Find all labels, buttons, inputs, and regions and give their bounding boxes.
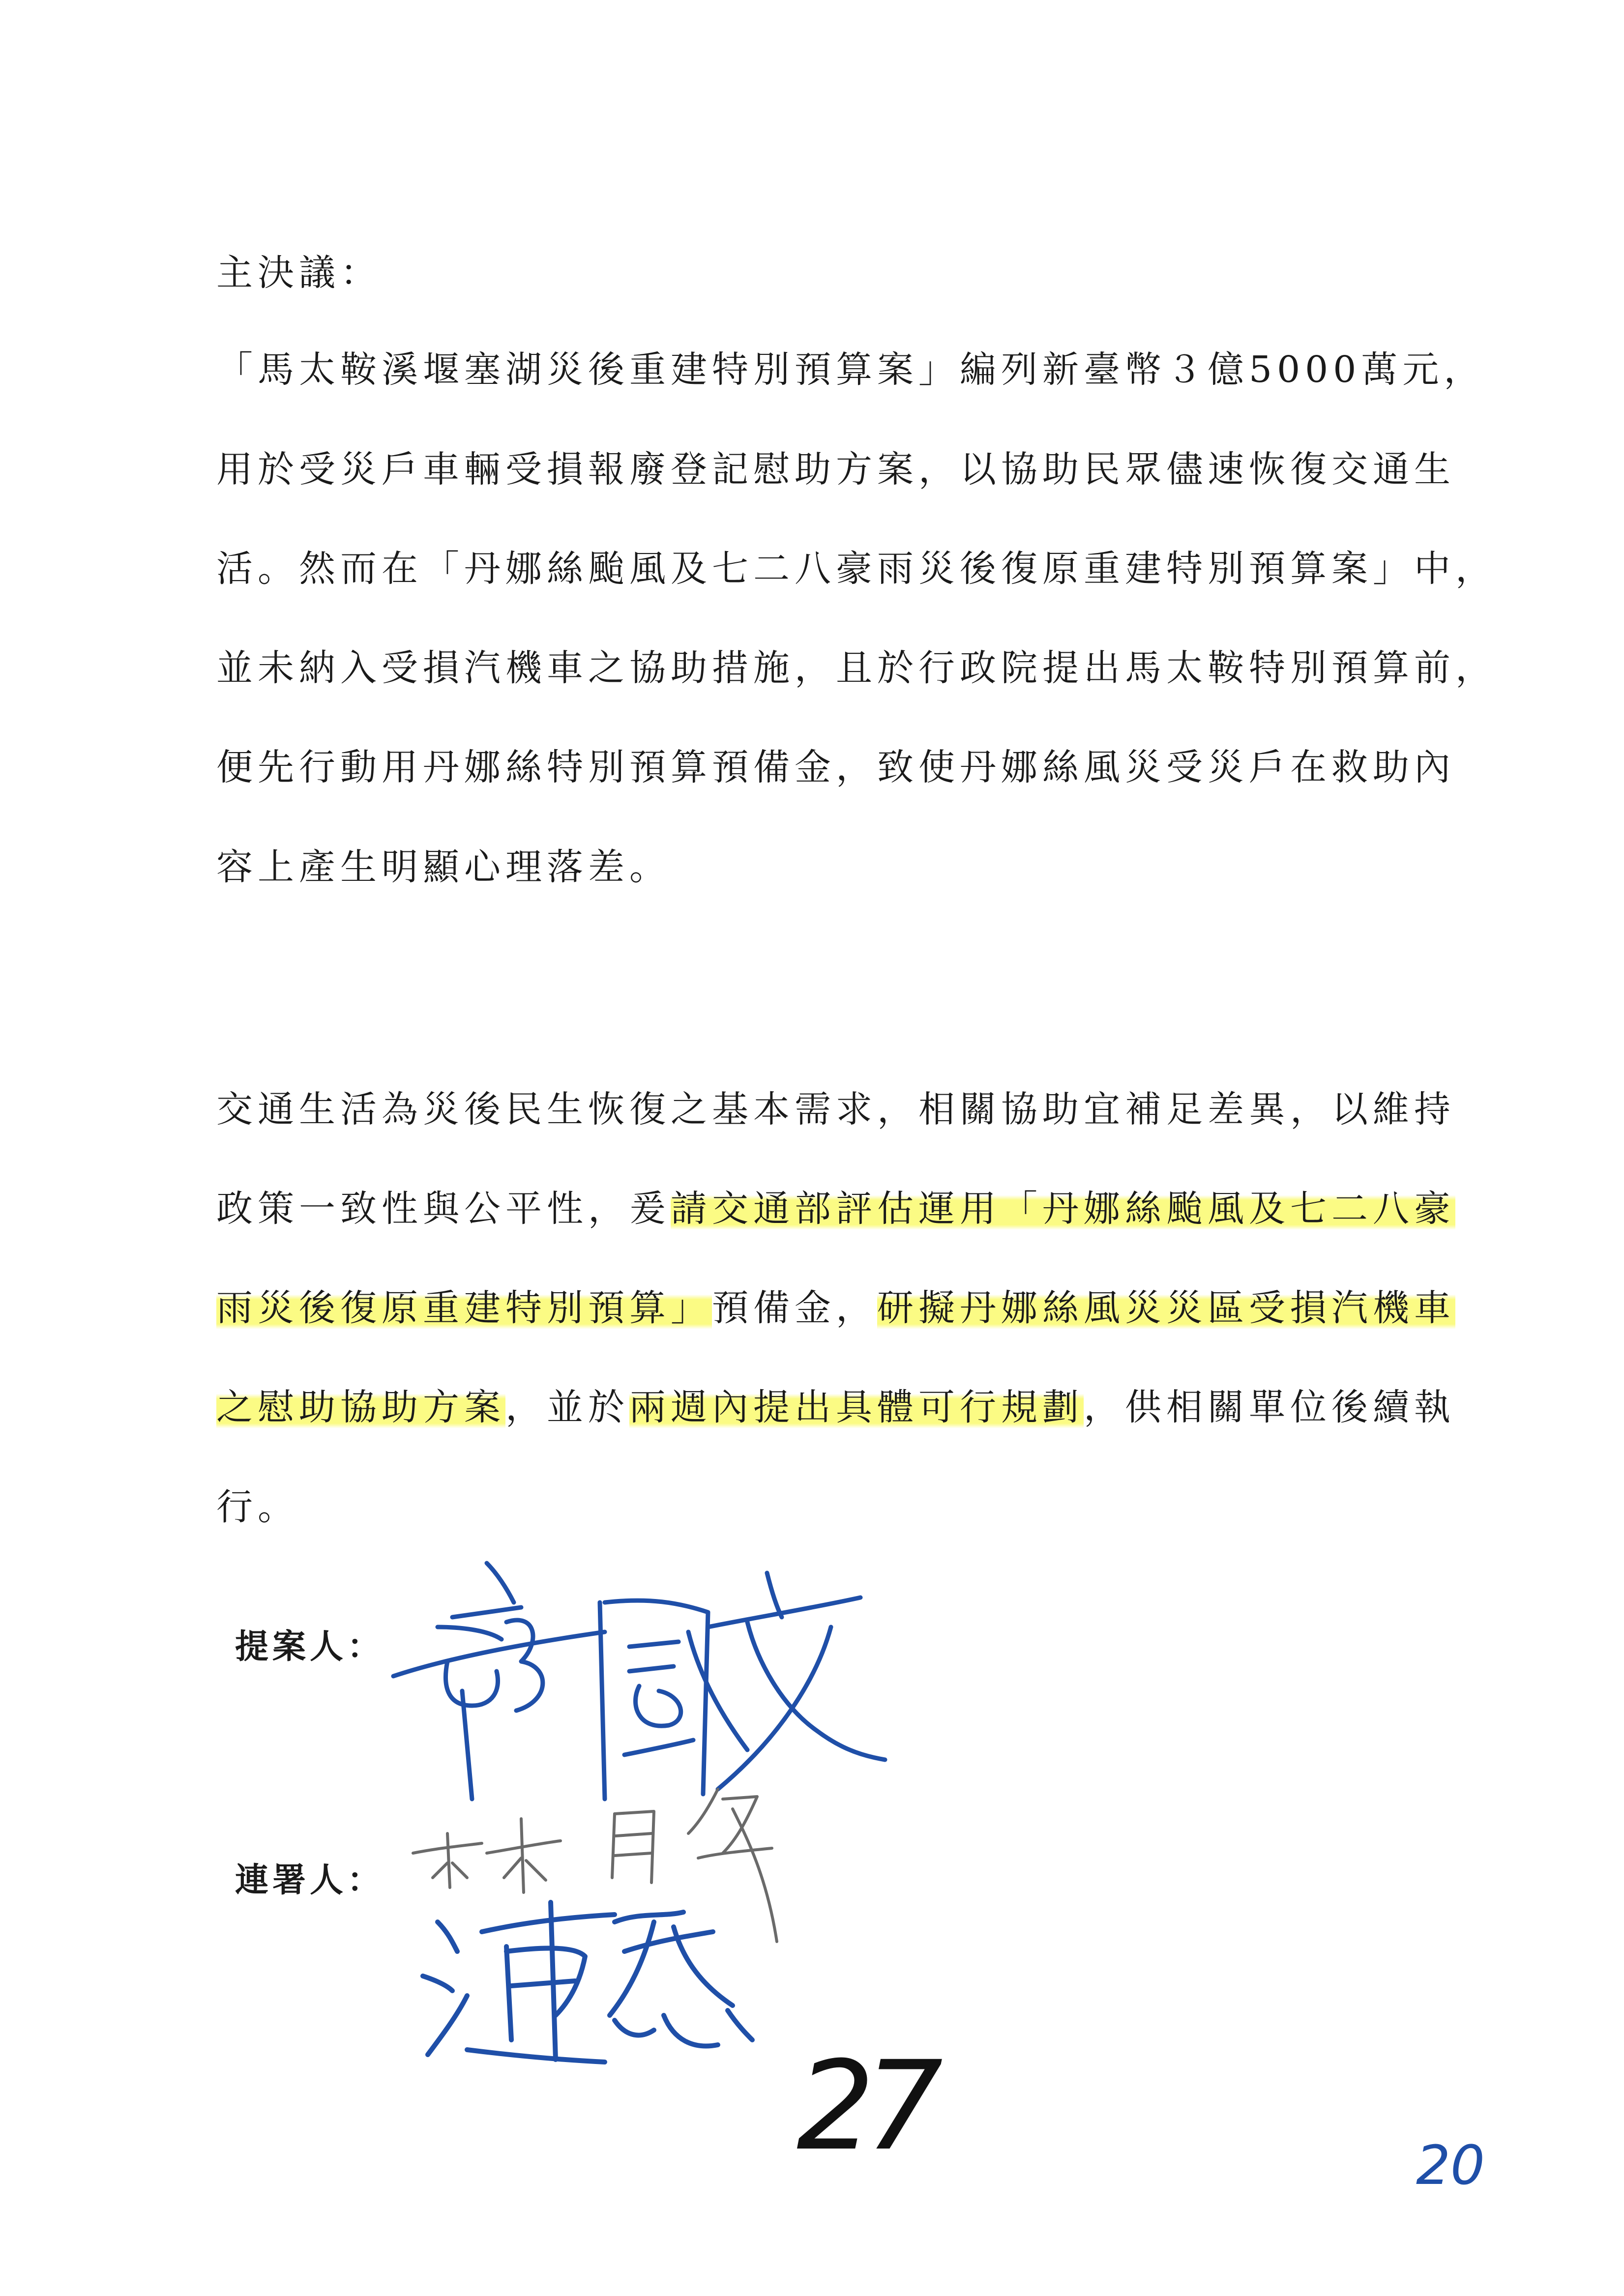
paragraph-2-line-5: 行。: [216, 1486, 299, 1528]
paragraph-1-line-4: 並未納入受損汽機車之協助措施，且於行政院提出馬太鞍特別預算前，: [216, 647, 1497, 689]
resolution-heading: 主決議：: [216, 252, 382, 294]
text-plain: ，供相關單位後續執: [1084, 1386, 1455, 1428]
highlighted-text: 雨災後復原重建特別預算」: [216, 1287, 712, 1329]
text-plain: ，並於: [505, 1386, 629, 1428]
paragraph-1-line-3: 活。然而在「丹娜絲颱風及七二八豪雨災後復原重建特別預算案」中，: [216, 548, 1497, 590]
cosigner-signature-2: [408, 1892, 782, 2089]
paragraph-2-line-2: [216, 1184, 1455, 1233]
handwritten-page-number: [797, 2034, 934, 2178]
handwritten-corner-number: [1416, 2134, 1485, 2197]
cosigner-label: 連署人：: [235, 1860, 385, 1900]
highlighted-text: 之慰助協助方案: [216, 1386, 505, 1428]
proposer-label: 提案人：: [235, 1627, 385, 1666]
proposer-signature: [374, 1543, 895, 1809]
highlighted-text: 研擬丹娜絲風災災區受損汽機車: [877, 1287, 1455, 1329]
page-number-text: 27: [797, 2034, 934, 2178]
paragraph-2-line-3: [216, 1283, 1455, 1333]
paragraph-1-line-2: 用於受災戶車輛受損報廢登記慰助方案，以協助民眾儘速恢復交通生: [216, 448, 1455, 491]
paragraph-1-line-5: 便先行動用丹娜絲特別預算預備金，致使丹娜絲風災受災戶在救助內: [216, 746, 1455, 788]
highlighted-text: 兩週內提出具體可行規劃: [629, 1386, 1084, 1428]
highlighted-text: 請交通部評估運用「丹娜絲颱風及七二八豪: [671, 1188, 1455, 1230]
paragraph-2-line-1: 交通生活為災後民生恢復之基本需求，相關協助宜補足差異，以維持: [216, 1088, 1455, 1131]
corner-number-text: 20: [1416, 2134, 1485, 2197]
paragraph-1-line-1: 「馬太鞍溪堰塞湖災後重建特別預算案」編列新臺幣３億5000萬元，: [216, 349, 1485, 391]
text-plain: 政策一致性與公平性，爰: [216, 1188, 671, 1230]
paragraph-1-line-6: 容上產生明顯心理落差。: [216, 846, 671, 888]
paragraph-2-line-4: [216, 1383, 1455, 1432]
text-plain: 預備金，: [712, 1287, 877, 1329]
